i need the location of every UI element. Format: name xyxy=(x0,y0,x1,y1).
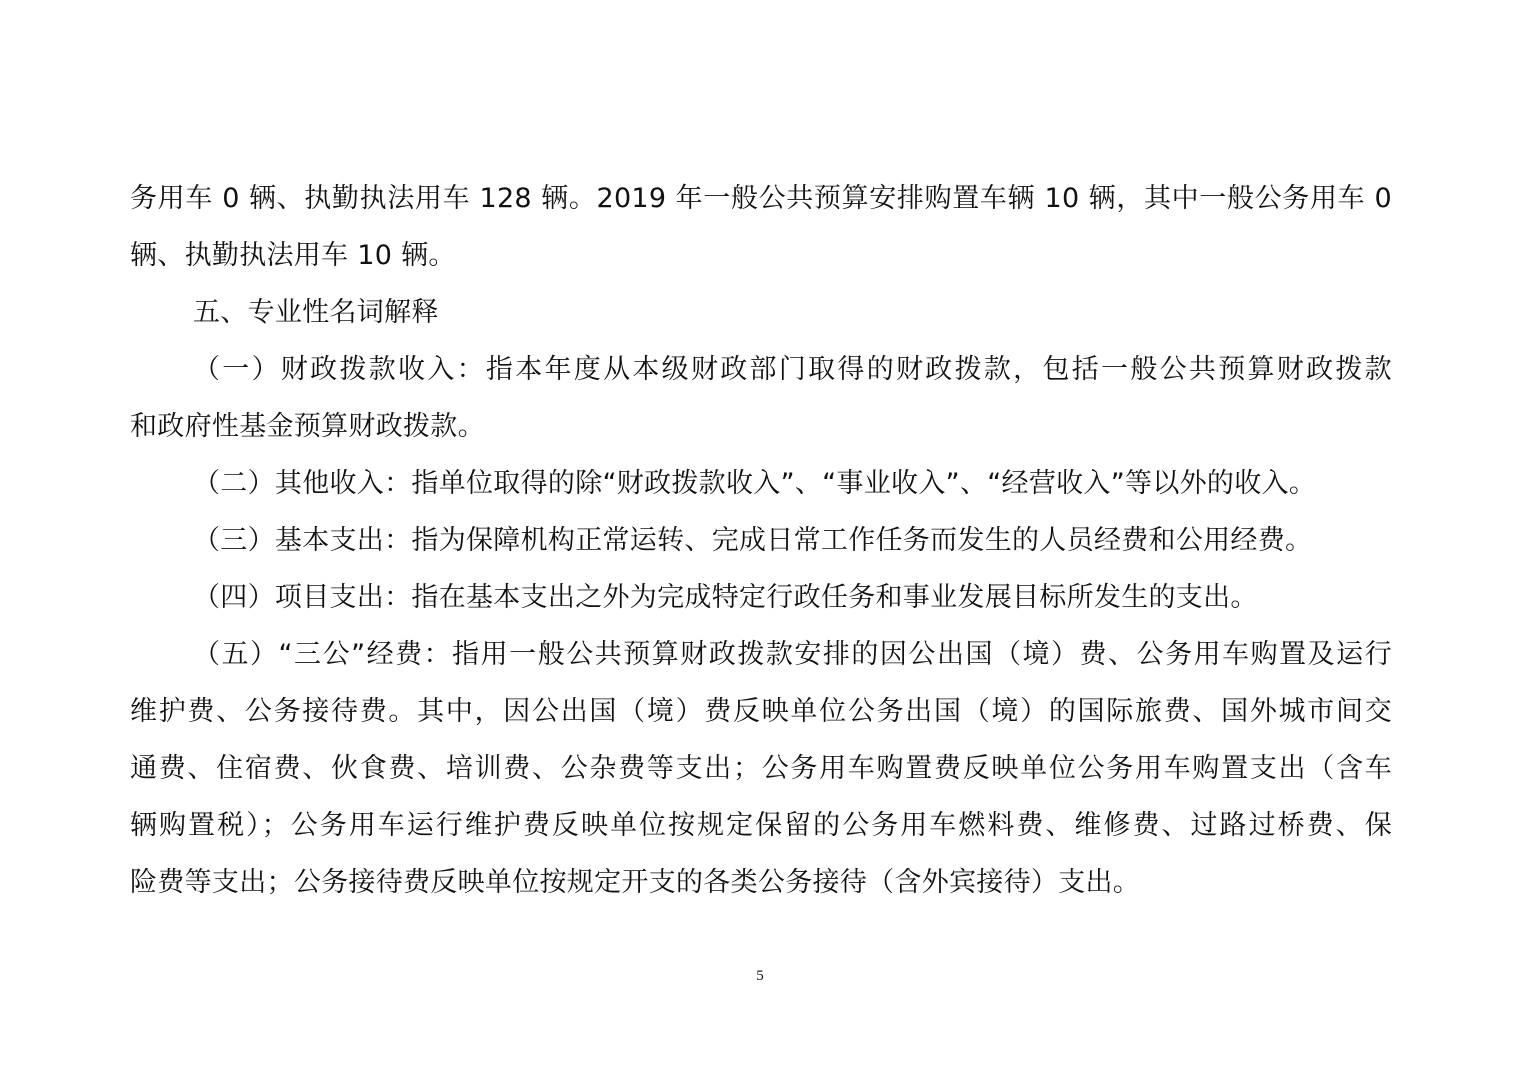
paragraph-line: 维护费、公务接待费。其中，因公出国（境）费反映单位公务出国（境）的国际旅费、国外城市间交 xyxy=(130,696,1392,727)
section-heading: 五、专业性名词解释 xyxy=(193,297,439,328)
paragraph-line: （二）其他收入：指单位取得的除“财政拨款收入”、“事业收入”、“经营收入”等以外的收入。 xyxy=(193,468,1317,499)
paragraph-line: 和政府性基金预算财政拨款。 xyxy=(130,411,485,442)
page-number: 5 xyxy=(756,968,764,984)
paragraph-line: 务用车 0 辆、执勤执法用车 128 辆。2019 年一般公共预算安排购置车辆 10 辆，其中一般公务用车 0 xyxy=(130,183,1392,214)
paragraph-line: 通费、住宿费、伙食费、培训费、公杂费等支出；公务用车购置费反映单位公务用车购置支出（含车 xyxy=(130,753,1392,784)
paragraph-line: （三）基本支出：指为保障机构正常运转、完成日常工作任务而发生的人员经费和公用经费。 xyxy=(193,525,1313,556)
paragraph-line: 险费等支出；公务接待费反映单位按规定开支的各类公务接待（含外宾接待）支出。 xyxy=(130,867,1141,898)
paragraph-line: （一）财政拨款收入：指本年度从本级财政部门取得的财政拨款，包括一般公共预算财政拨款 xyxy=(193,354,1392,385)
paragraph-line: 辆购置税）；公务用车运行维护费反映单位按规定保留的公务用车燃料费、维修费、过路过桥费、保 xyxy=(130,810,1392,841)
paragraph-line: 辆、执勤执法用车 10 辆。 xyxy=(130,240,456,271)
paragraph-line: （五）“三公”经费：指用一般公共预算财政拨款安排的因公出国（境）费、公务用车购置及运行 xyxy=(193,639,1392,670)
document-body xyxy=(130,170,1392,911)
paragraph-line: （四）项目支出：指在基本支出之外为完成特定行政任务和事业发展目标所发生的支出。 xyxy=(193,582,1258,613)
